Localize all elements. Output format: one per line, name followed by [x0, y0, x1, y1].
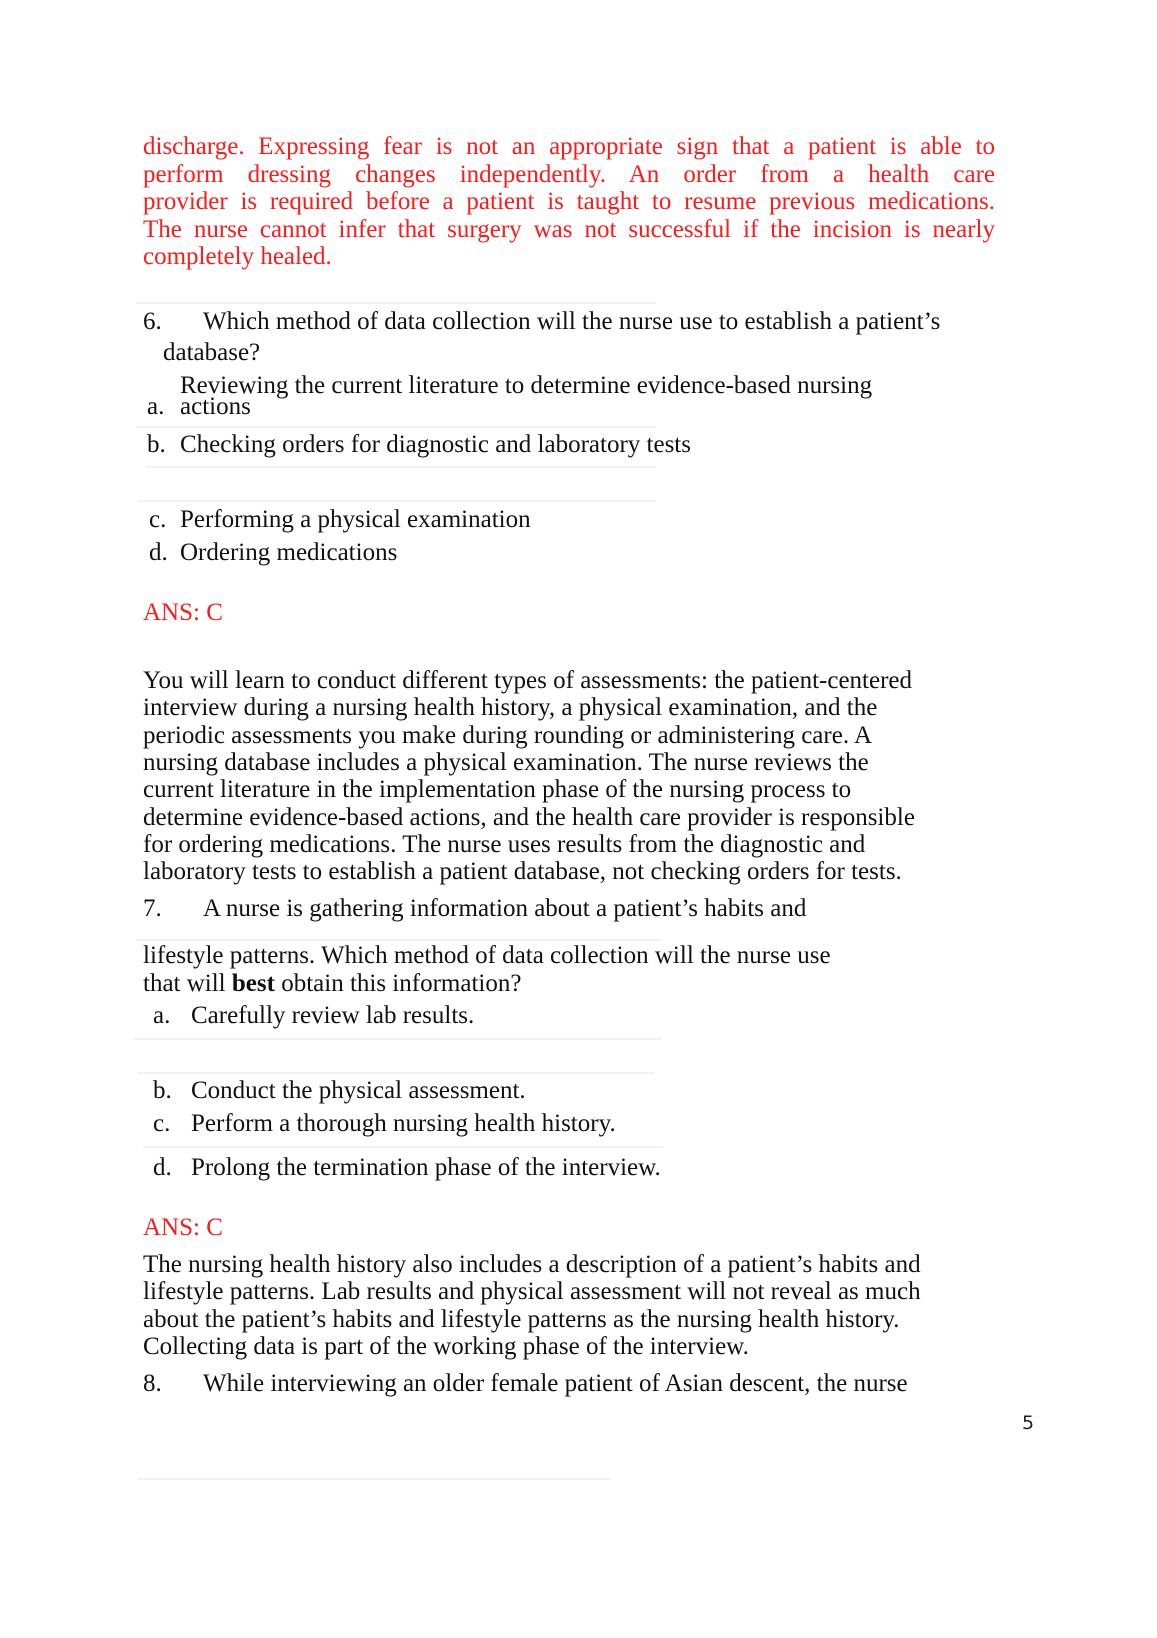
option-text: Checking orders for diagnostic and laboratory tests — [180, 431, 691, 458]
divider — [143, 1146, 663, 1148]
rationale-line: You will learn to conduct different types of assessments: the patient-centered — [143, 667, 913, 694]
rationale-line: Collecting data is part of the working phase of the interview. — [143, 1333, 749, 1360]
divider — [136, 939, 662, 941]
option-c — [153, 1110, 616, 1139]
option-a — [147, 393, 251, 422]
question-text: While interviewing an older female patient of Asian descent, the nurse — [203, 1370, 908, 1397]
option-letter: d. — [149, 539, 168, 566]
divider — [137, 1072, 655, 1074]
question-text: Which method of data collection will the nurse use to establish a patient’s — [203, 308, 941, 335]
rationale-line: laboratory tests to establish a patient database, not checking orders for tests. — [143, 858, 902, 885]
rationale-line: perform dressing changes independently. An order from a health care — [143, 161, 995, 188]
question-number: 7. — [143, 895, 162, 922]
option-a-text: Reviewing the current literature to determine evidence-based nursing — [180, 372, 873, 399]
question-text-cont: database? — [163, 339, 261, 366]
rationale-line: periodic assessments you make during rounding or administering care. A — [143, 722, 873, 749]
option-text: Carefully review lab results. — [191, 1002, 475, 1029]
rationale-line: provider is required before a patient is taught to resume previous medications. — [143, 188, 995, 215]
divider — [136, 302, 656, 304]
rationale-line: lifestyle patterns. Lab results and physical assessment will not reveal as much — [143, 1278, 921, 1305]
option-text: Conduct the physical assessment. — [191, 1077, 526, 1104]
question-stem — [143, 308, 940, 337]
question-number: 8. — [143, 1370, 162, 1397]
option-text: Performing a physical examination — [180, 506, 531, 533]
rationale-line: completely healed. — [143, 243, 332, 270]
rationale-line: for ordering medications. The nurse uses results from the diagnostic and — [143, 831, 866, 858]
option-b — [147, 431, 691, 460]
rationale-line: The nursing health history also includes a description of a patient’s habits and — [143, 1251, 921, 1278]
rationale-line: determine evidence-based actions, and the health care provider is responsible — [143, 804, 915, 831]
option-a — [153, 1002, 474, 1031]
rationale-line: interview during a nursing health history, a physical examination, and the — [143, 694, 878, 721]
rationale-line: discharge. Expressing fear is not an appropriate sign that a patient is able to — [143, 133, 995, 160]
divider — [134, 1038, 662, 1040]
question-text-cont — [143, 970, 521, 999]
question-stem — [143, 895, 806, 924]
option-letter: a. — [153, 1002, 171, 1029]
divider — [138, 500, 656, 502]
option-text: Perform a thorough nursing health history. — [191, 1110, 616, 1137]
divider — [146, 466, 656, 468]
option-text-cont: actions — [180, 393, 251, 420]
answer-key: ANS: C — [143, 599, 223, 626]
question-text-segment: obtain this information? — [274, 970, 522, 997]
option-b — [153, 1077, 526, 1106]
rationale-line: The nurse cannot infer that surgery was not successful if the incision is nearly — [143, 216, 995, 243]
option-text: Ordering medications — [180, 539, 398, 566]
rationale-line: nursing database includes a physical examination. The nurse reviews the — [143, 749, 869, 776]
option-letter: a. — [147, 393, 165, 420]
option-letter: d. — [153, 1154, 172, 1181]
page-number: 5 — [1022, 1412, 1035, 1434]
option-letter: c. — [149, 506, 167, 533]
question-number: 6. — [143, 308, 162, 335]
option-text: Prolong the termination phase of the interview. — [191, 1154, 661, 1181]
question-text-segment: that will — [143, 970, 232, 997]
emphasis-best: best — [231, 970, 275, 997]
question-text-cont: lifestyle patterns. Which method of data collection will the nurse use — [143, 942, 831, 969]
divider — [136, 426, 656, 428]
answer-key: ANS: C — [143, 1214, 223, 1241]
divider — [137, 1478, 611, 1480]
option-d — [153, 1154, 661, 1183]
option-letter: b. — [153, 1077, 172, 1104]
rationale-line: current literature in the implementation phase of the nursing process to — [143, 776, 852, 803]
option-letter: c. — [153, 1110, 171, 1137]
question-text: A nurse is gathering information about a patient’s habits and — [203, 895, 807, 922]
question-stem — [143, 1370, 908, 1399]
option-d — [149, 539, 397, 568]
option-c — [149, 506, 531, 535]
rationale-line: about the patient’s habits and lifestyle patterns as the nursing health history. — [143, 1306, 900, 1333]
option-letter: b. — [147, 431, 166, 458]
